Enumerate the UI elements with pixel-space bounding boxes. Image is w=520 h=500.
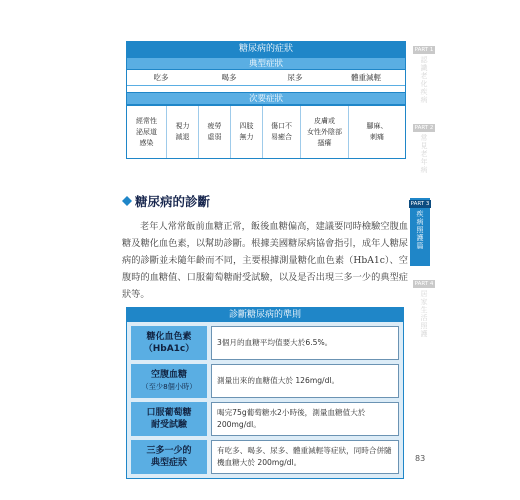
tab-part-number: PART 2 bbox=[414, 125, 434, 131]
tab-part-number: PART 3 bbox=[410, 201, 430, 207]
body-paragraph: 老年人常常飯前血糖正常，飯後血糖偏高，建議要同時檢驗空腹血糖及糖化血色素，以幫助診斷。根據美國糖尿病協會指引，成年人糖尿病的診斷並未隨年齡而不同，主要根據測量糖化血色素（HbA1c）、空腹時的血糖值、口服葡萄糖耐受試驗，以及是否出現三多一少的典型症狀等。 bbox=[122, 221, 408, 300]
page-number: 83 bbox=[415, 454, 426, 463]
criteria-key-line: 糖化血色素 bbox=[146, 332, 192, 342]
tab-label: 疾病照護篇 bbox=[416, 210, 424, 250]
criteria-key bbox=[131, 440, 207, 474]
secondary-symptom: 皮膚或 女性外陰部 搔癢 bbox=[301, 106, 349, 158]
criteria-key-line: （HbA1c） bbox=[143, 344, 195, 354]
criteria-row bbox=[131, 364, 399, 398]
criteria-row bbox=[131, 402, 399, 436]
tab-part-number: PART 1 bbox=[414, 47, 434, 53]
tab-label: 常見老年病 bbox=[420, 134, 428, 174]
criteria-table bbox=[126, 307, 404, 479]
criteria-row bbox=[131, 326, 399, 360]
diamond-bullet-icon bbox=[122, 196, 132, 206]
typical-symptom: 吃多 bbox=[153, 73, 169, 82]
criteria-key bbox=[131, 402, 207, 436]
criteria-key-line: 三多一少的 bbox=[146, 446, 192, 456]
tab-part-1[interactable] bbox=[413, 46, 435, 104]
section-heading-text: 糖尿病的診斷 bbox=[135, 194, 211, 209]
typical-symptom: 尿多 bbox=[287, 73, 303, 82]
secondary-symptom: 腳麻、 刺痛 bbox=[366, 122, 388, 141]
typical-symptom: 體重減輕 bbox=[351, 73, 381, 82]
criteria-key bbox=[131, 364, 207, 398]
criteria-key-line: 典型症狀 bbox=[150, 458, 187, 468]
section-heading bbox=[122, 192, 210, 210]
criteria-value: 測量出來的血糖值大於 126mg/dl。 bbox=[211, 364, 399, 398]
secondary-symptom: 傷口不 易癒合 bbox=[263, 106, 301, 158]
secondary-symptom: 視力 減退 bbox=[167, 106, 199, 158]
criteria-key-line: 口服葡萄糖 bbox=[146, 408, 192, 418]
criteria-value: 喝完75g葡萄糖水2小時後，測量血糖值大於200mg/dl。 bbox=[211, 402, 399, 436]
criteria-row bbox=[131, 440, 399, 474]
tab-part-2[interactable] bbox=[413, 124, 435, 174]
typical-symptom: 喝多 bbox=[221, 73, 237, 82]
criteria-value: 有吃多、喝多、尿多、體重減輕等症狀，同時合併隨機血糖大於 200mg/dl。 bbox=[211, 440, 399, 474]
tab-part-number: PART 4 bbox=[414, 281, 434, 287]
secondary-symptom: 經常性 泌尿道 感染 bbox=[127, 106, 167, 158]
criteria-key-line: 空腹血糖 bbox=[150, 370, 187, 380]
criteria-value: 3個月的血糖平均值要大於6.5%。 bbox=[211, 326, 399, 360]
secondary-symptoms-row bbox=[127, 105, 405, 158]
symptoms-table bbox=[126, 41, 406, 159]
typical-symptoms-row bbox=[127, 70, 405, 86]
criteria-key bbox=[131, 326, 207, 360]
tab-label: 認識老化疾病 bbox=[420, 56, 428, 104]
secondary-symptom: 四肢 無力 bbox=[231, 106, 263, 158]
symptoms-table-title: 糖尿病的症狀 bbox=[127, 42, 405, 57]
secondary-symptoms-header: 次要症狀 bbox=[127, 92, 405, 105]
tab-part-3[interactable] bbox=[410, 198, 430, 266]
criteria-key-line: 耐受試驗 bbox=[150, 420, 187, 430]
criteria-key-line: （至少8個小時） bbox=[141, 382, 197, 391]
secondary-symptom: 疲勞 虛弱 bbox=[199, 106, 231, 158]
tab-label: 居家生活照護 bbox=[420, 290, 428, 338]
typical-symptoms-header: 典型症狀 bbox=[127, 57, 405, 70]
criteria-table-title: 診斷糖尿病的準則 bbox=[127, 308, 403, 322]
tab-part-4[interactable] bbox=[413, 280, 435, 338]
